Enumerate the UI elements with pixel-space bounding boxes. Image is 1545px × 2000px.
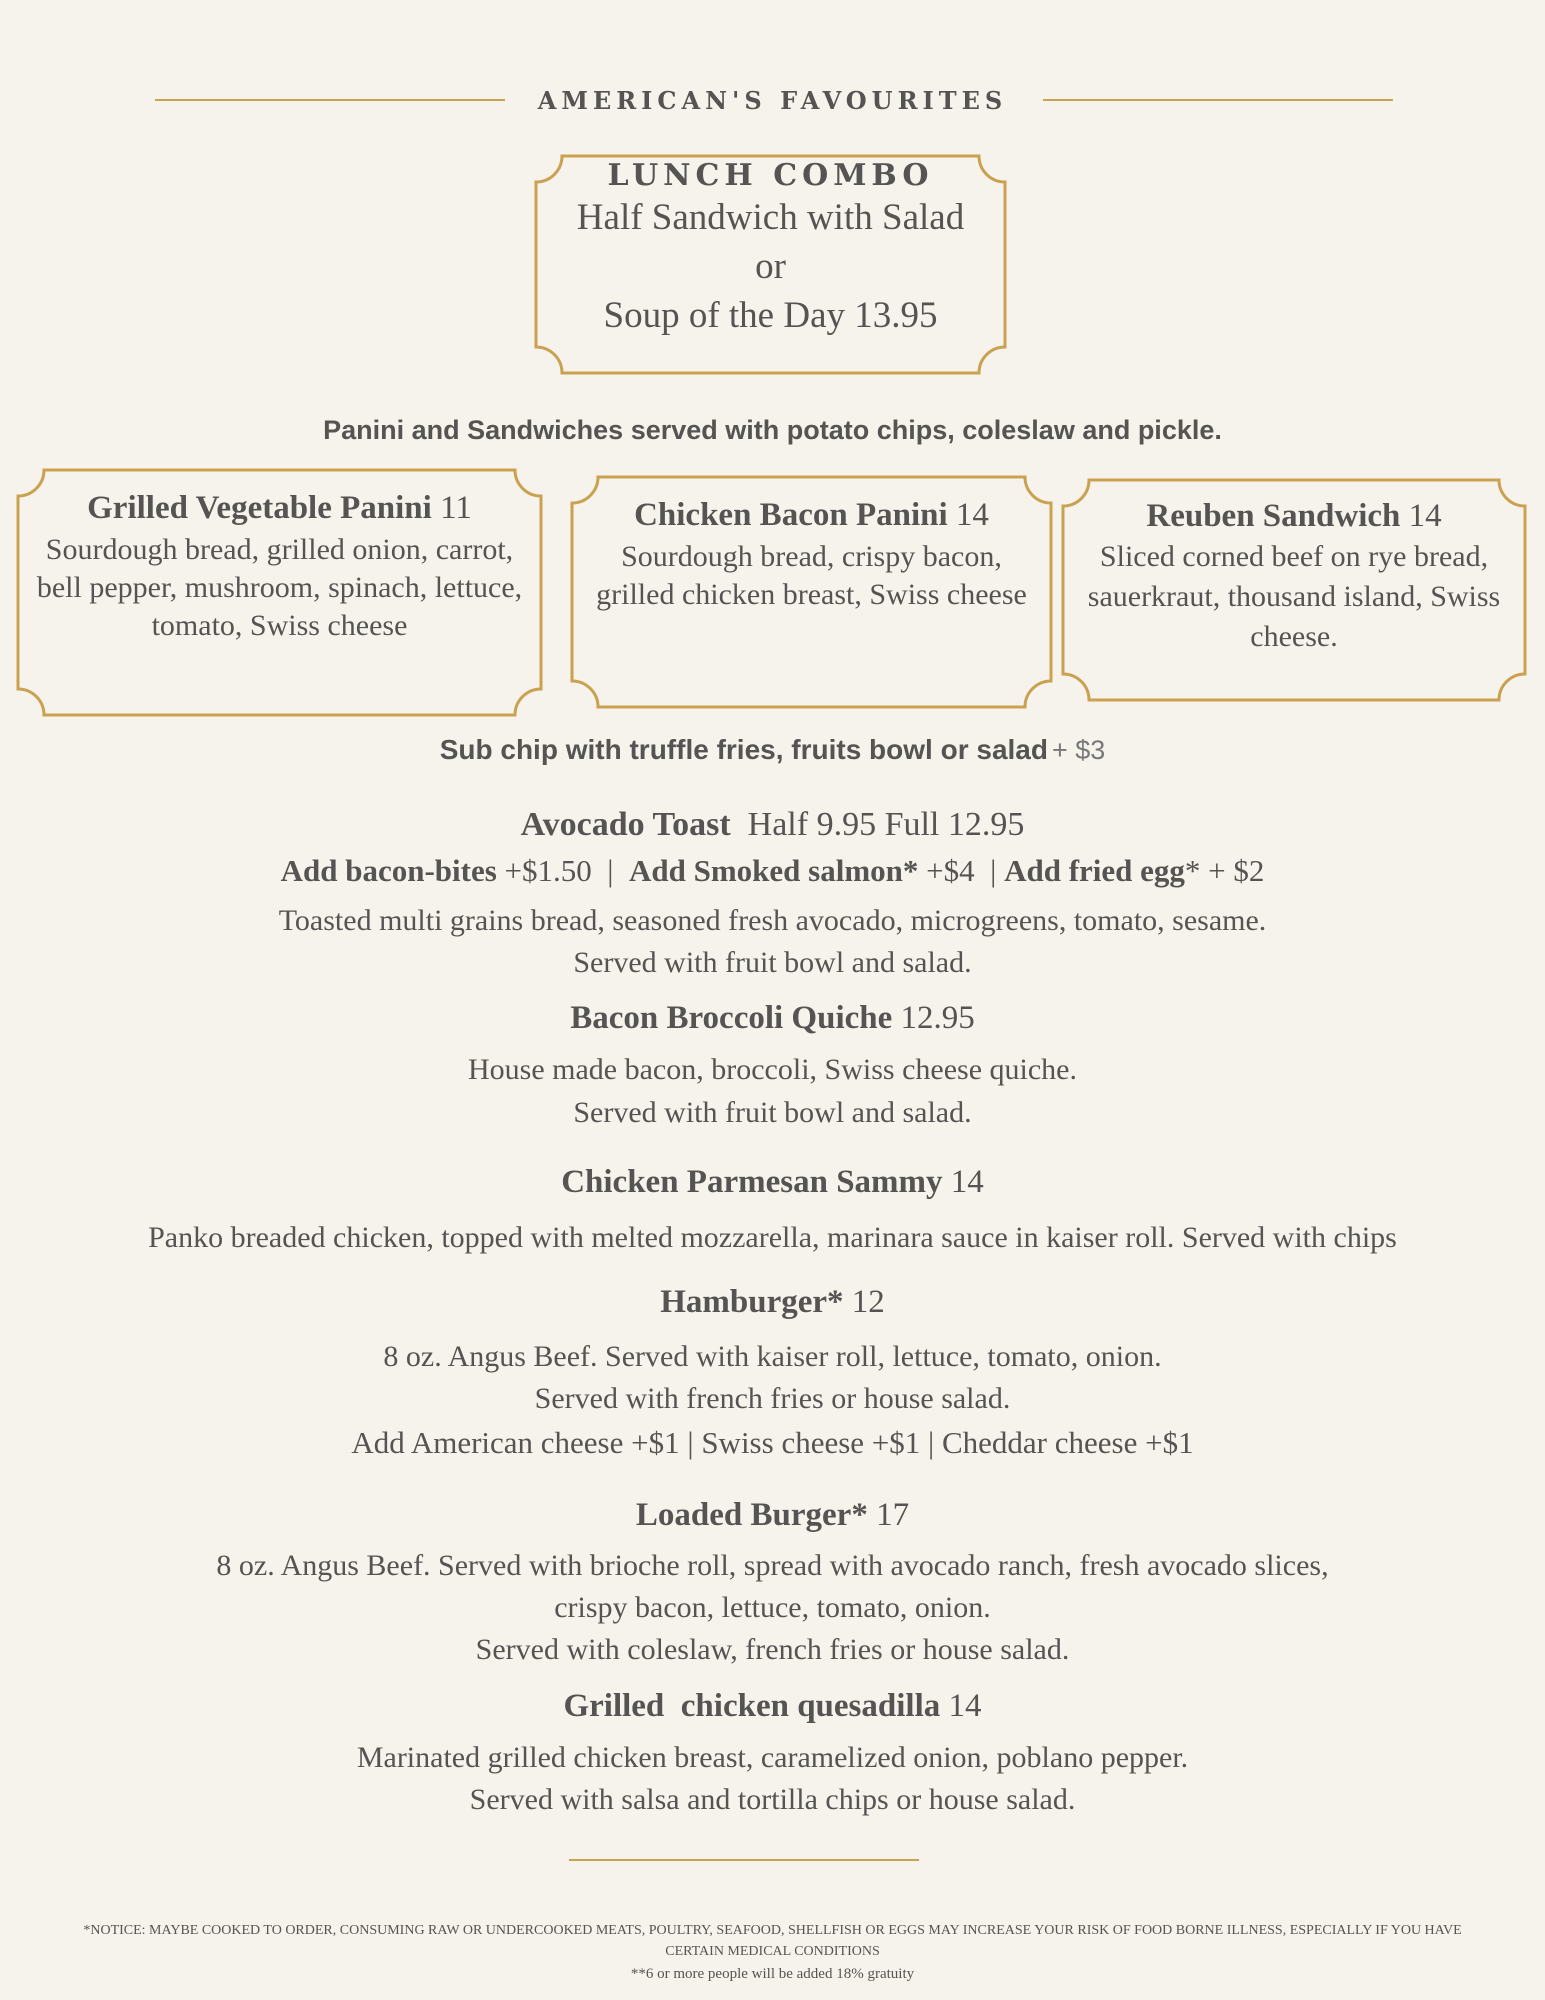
sandwich-card (1063, 480, 1525, 700)
item-name: Hamburger* (660, 1284, 844, 1320)
item-desc: 8 oz. Angus Beef. Served with kaiser roll, lettuce, tomato, onion. (383, 1340, 1162, 1373)
footer-rule (569, 1859, 919, 1861)
item-desc: grilled chicken breast, Swiss cheese (596, 578, 1027, 611)
menu-item-title (0, 1164, 1545, 1201)
item-desc: Served with fruit bowl and salad. (573, 946, 972, 979)
item-desc: crispy bacon, lettuce, tomato, onion. (554, 1591, 991, 1624)
panini-note: Panini and Sandwiches served with potato chips, coleslaw and pickle. (323, 415, 1222, 445)
item-desc: Served with french fries or house salad. (534, 1382, 1011, 1415)
item-name: Reuben Sandwich (1146, 498, 1401, 534)
item-name: Chicken Bacon Panini (634, 497, 948, 533)
sub-chip-note (0, 734, 1545, 766)
item-desc: Sourdough bread, crispy bacon, (621, 540, 1002, 573)
footer-notice: *NOTICE: MAYBE COOKED TO ORDER, CONSUMING RAW OR UNDERCOOKED MEATS, POULTRY, SEAFOOD, SHELLFISH OR EGGS MAY INCREASE YOUR RISK OF FOOD BORNE ILLNESS, ESPECIALLY IF YOU HAVE (83, 1923, 1462, 1938)
item-desc: Add American cheese +$1 | Swiss cheese +$1 | Cheddar cheese +$1 (351, 1425, 1194, 1460)
sub-chip-text: Sub chip with truffle fries, fruits bowl or salad (439, 734, 1048, 765)
item-desc: Toasted multi grains bread, seasoned fresh avocado, microgreens, tomato, sesame. (278, 904, 1267, 937)
footer-gratuity: **6 or more people will be added 18% gratuity (630, 1966, 915, 1982)
lunch-combo-line: Half Sandwich with Salad (576, 197, 965, 238)
item-desc: Sourdough bread, grilled onion, carrot, (45, 533, 514, 566)
item-name: Avocado Toast (520, 806, 731, 843)
item-desc: Served with salsa and tortilla chips or house salad. (469, 1783, 1076, 1816)
item-desc: Served with coleslaw, french fries or house salad. (475, 1633, 1070, 1666)
menu-item-title (0, 1688, 1545, 1725)
lunch-combo-line: or (755, 246, 786, 287)
item-price: 12.95 (900, 1000, 975, 1036)
lunch-combo-box (536, 156, 1005, 373)
item-price: Half 9.95 Full 12.95 (747, 806, 1025, 843)
addon-price: +$1.50 (504, 853, 592, 888)
lunch-combo-line: Soup of the Day 13.95 (603, 295, 938, 336)
item-desc: Marinated grilled chicken breast, caramelized onion, poblano pepper. (356, 1741, 1189, 1774)
item-name: Grilled chicken quesadilla (563, 1688, 941, 1724)
footer-notice: CERTAIN MEDICAL CONDITIONS (665, 1944, 880, 1959)
item-name: Grilled Vegetable Panini (87, 490, 432, 526)
lunch-combo-title: LUNCH COMBO (607, 158, 934, 193)
sandwich-card (572, 477, 1051, 707)
item-desc: Panko breaded chicken, topped with melted mozzarella, marinara sauce in kaiser roll. Served with chips (148, 1221, 1397, 1254)
item-desc: sauerkraut, thousand island, Swiss (1087, 580, 1501, 613)
item-price: 14 (950, 1164, 984, 1200)
item-desc: cheese. (1250, 620, 1338, 653)
addon-label: Add bacon-bites (280, 853, 497, 888)
addon-label: Add Smoked salmon* (628, 853, 919, 888)
item-name: Bacon Broccoli Quiche (570, 1000, 893, 1036)
menu-item-title (0, 1000, 1545, 1037)
avocado-addons: Add bacon-bites +$1.50 | Add Smoked salmon* +$4 | Add fried egg* + $2 (280, 853, 1265, 888)
menu-item-title (0, 1284, 1545, 1321)
item-desc: House made bacon, broccoli, Swiss cheese quiche. (468, 1053, 1077, 1086)
item-price: 14 (948, 1688, 982, 1724)
item-desc: bell pepper, mushroom, spinach, lettuce, (36, 571, 523, 604)
item-price: 12 (851, 1284, 885, 1320)
sub-chip-price: + $3 (1051, 735, 1106, 765)
item-price: 14 (955, 497, 989, 533)
addon-label: Add fried egg (1004, 853, 1185, 888)
item-price: 14 (1408, 498, 1442, 534)
item-desc: Served with fruit bowl and salad. (573, 1096, 972, 1129)
item-price: 17 (876, 1497, 910, 1533)
menu-item-title (0, 1497, 1545, 1534)
item-price: 11 (440, 490, 472, 526)
item-name: Chicken Parmesan Sammy (561, 1164, 943, 1200)
item-desc: tomato, Swiss cheese (151, 609, 408, 642)
addon-price: +$4 (926, 853, 975, 888)
item-desc: Sliced corned beef on rye bread, (1099, 540, 1489, 573)
section-title: AMERICAN'S FAVOURITES (537, 86, 1008, 115)
addon-price: * + $2 (1184, 853, 1265, 888)
avocado-title (0, 806, 1545, 844)
item-desc: 8 oz. Angus Beef. Served with brioche roll, spread with avocado ranch, fresh avocado slices, (216, 1549, 1329, 1582)
sandwich-card (18, 470, 541, 715)
item-name: Loaded Burger* (635, 1497, 868, 1533)
